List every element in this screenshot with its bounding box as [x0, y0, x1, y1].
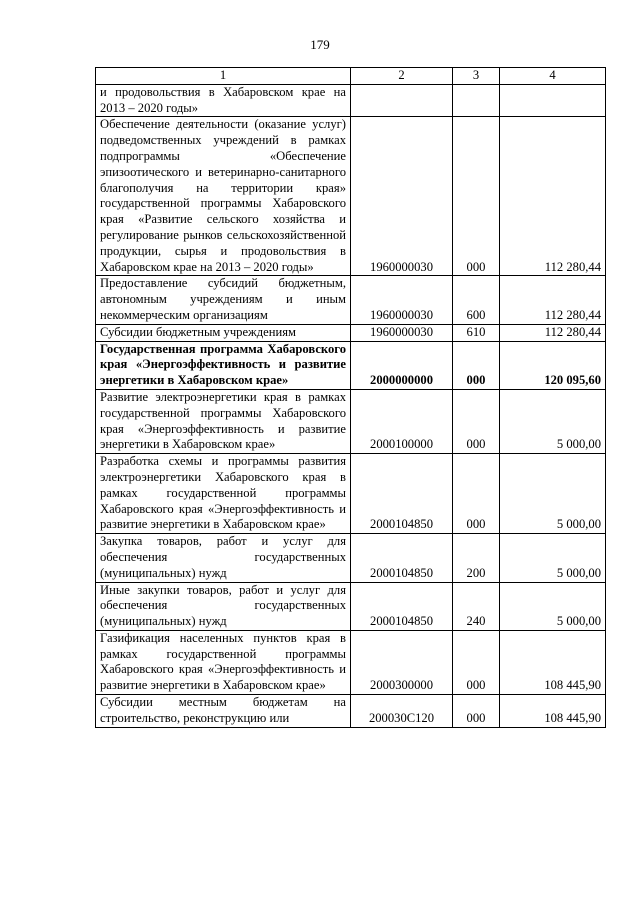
table-row	[96, 117, 606, 276]
row-amount: 5 000,00	[500, 582, 606, 630]
row-amount: 108 445,90	[500, 695, 606, 728]
column-header-amount: 4	[500, 68, 606, 85]
row-code: 2000104850	[351, 534, 453, 582]
row-amount: 108 445,90	[500, 630, 606, 694]
row-code: 2000100000	[351, 389, 453, 453]
row-amount: 112 280,44	[500, 324, 606, 341]
row-type: 240	[453, 582, 500, 630]
row-code: 1960000030	[351, 276, 453, 324]
row-amount	[500, 84, 606, 117]
table-row	[96, 534, 606, 582]
row-description: Обеспечение деятельности (оказание услуг) подведомственных учреждений в рамках подпрограммы «Обеспечение эпизоотического и ветеринарно-санитарного благополучия на территории края» государственной программы Хабаровского края «Развитие сельского хозяйства и регулирование рынков сельскохозяйственной продукции, сырья и продовольствия в Хабаровском крае на 2013 – 2020 годы»	[96, 117, 351, 276]
column-header-description: 1	[96, 68, 351, 85]
row-type: 000	[453, 630, 500, 694]
row-type: 000	[453, 117, 500, 276]
row-code: 2000104850	[351, 582, 453, 630]
table-row	[96, 695, 606, 728]
row-description: Предоставление субсидий бюджетным, автономным учреждениям и иным некоммерческим организациям	[96, 276, 351, 324]
row-code: 200030С120	[351, 695, 453, 728]
page-number: 179	[310, 37, 330, 52]
row-amount: 5 000,00	[500, 389, 606, 453]
row-type	[453, 84, 500, 117]
table-row	[96, 630, 606, 694]
table-row	[96, 324, 606, 341]
row-code: 1960000030	[351, 324, 453, 341]
column-header-code: 2	[351, 68, 453, 85]
row-code: 1960000030	[351, 117, 453, 276]
row-description: и продовольствия в Хабаровском крае на 2013 – 2020 годы»	[96, 84, 351, 117]
row-description: Закупка товаров, работ и услуг для обеспечения государственных (муниципальных) нужд	[96, 534, 351, 582]
row-description: Иные закупки товаров, работ и услуг для обеспечения государственных (муниципальных) нужд	[96, 582, 351, 630]
table-row	[96, 389, 606, 453]
row-amount: 5 000,00	[500, 534, 606, 582]
row-type: 600	[453, 276, 500, 324]
row-amount: 112 280,44	[500, 276, 606, 324]
table-row	[96, 276, 606, 324]
budget-table	[95, 67, 606, 728]
row-type: 000	[453, 389, 500, 453]
row-description: Государственная программа Хабаровского края «Энергоэффективность и развитие энергетики в Хабаровском крае»	[96, 341, 351, 389]
row-amount: 120 095,60	[500, 341, 606, 389]
row-code	[351, 84, 453, 117]
row-description: Развитие электроэнергетики края в рамках государственной программы Хабаровского края «Энергоэффективность и развитие энергетики в Хабаровском крае»	[96, 389, 351, 453]
table-row	[96, 341, 606, 389]
table-row	[96, 84, 606, 117]
row-amount: 5 000,00	[500, 454, 606, 534]
row-type: 000	[453, 695, 500, 728]
row-type: 200	[453, 534, 500, 582]
row-description: Субсидии местным бюджетам на строительство, реконструкцию или	[96, 695, 351, 728]
row-code: 2000000000	[351, 341, 453, 389]
row-amount: 112 280,44	[500, 117, 606, 276]
row-type: 000	[453, 341, 500, 389]
row-description: Разработка схемы и программы развития электроэнергетики Хабаровского края в рамках государственной программы Хабаровского края «Энергоэффективность и развитие энергетики в Хабаровском крае»	[96, 454, 351, 534]
table-row	[96, 454, 606, 534]
column-header-type: 3	[453, 68, 500, 85]
row-code: 2000104850	[351, 454, 453, 534]
table-header-row	[96, 68, 606, 85]
row-type: 000	[453, 454, 500, 534]
row-type: 610	[453, 324, 500, 341]
table-row	[96, 582, 606, 630]
row-description: Газификация населенных пунктов края в рамках государственной программы Хабаровского края «Энергоэффективность и развитие энергетики в Хабаровском крае»	[96, 630, 351, 694]
row-code: 2000300000	[351, 630, 453, 694]
row-description: Субсидии бюджетным учреждениям	[96, 324, 351, 341]
